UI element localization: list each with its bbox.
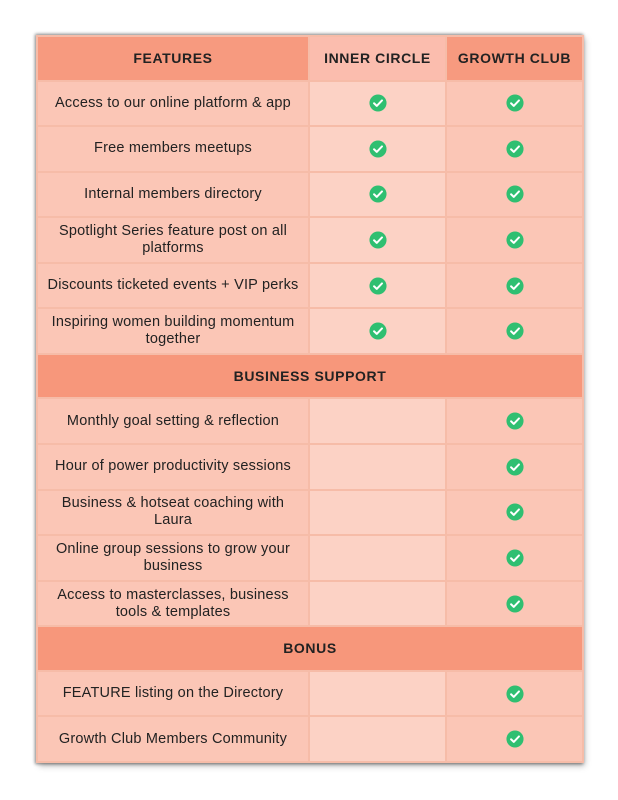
- check-circle-icon: [369, 185, 387, 203]
- section-header-row: [37, 626, 583, 671]
- table-row: [37, 671, 583, 717]
- growth-club-cell: [446, 263, 583, 309]
- feature-label: Monthly goal setting & reflection: [37, 398, 309, 444]
- growth-club-cell: [446, 716, 583, 762]
- feature-label: Access to masterclasses, business tools & templates: [37, 581, 309, 627]
- growth-club-cell: [446, 444, 583, 490]
- check-circle-icon: [506, 94, 524, 112]
- check-circle-icon: [506, 322, 524, 340]
- inner-circle-cell: [309, 172, 446, 218]
- inner-circle-cell: [309, 217, 446, 263]
- section-title: BUSINESS SUPPORT: [37, 354, 583, 399]
- check-circle-icon: [506, 595, 524, 613]
- check-circle-icon: [506, 549, 524, 567]
- check-circle-icon: [506, 458, 524, 476]
- check-circle-icon: [506, 412, 524, 430]
- comparison-table: [36, 35, 584, 763]
- inner-circle-cell: [309, 671, 446, 717]
- table-row: [37, 126, 583, 172]
- check-circle-icon: [369, 140, 387, 158]
- section-header-row: [37, 354, 583, 399]
- check-circle-icon: [369, 94, 387, 112]
- inner-circle-cell: [309, 308, 446, 354]
- feature-label: Spotlight Series feature post on all platforms: [37, 217, 309, 263]
- inner-circle-cell: [309, 263, 446, 309]
- growth-club-cell: [446, 217, 583, 263]
- feature-label: Inspiring women building momentum together: [37, 308, 309, 354]
- table-row: [37, 81, 583, 127]
- feature-label: Access to our online platform & app: [37, 81, 309, 127]
- header-features: FEATURES: [37, 36, 309, 81]
- inner-circle-cell: [309, 398, 446, 444]
- header-inner-circle: INNER CIRCLE: [309, 36, 446, 81]
- feature-label: Internal members directory: [37, 172, 309, 218]
- table-row: [37, 172, 583, 218]
- table-row: [37, 535, 583, 581]
- check-circle-icon: [506, 185, 524, 203]
- table-row: [37, 308, 583, 354]
- growth-club-cell: [446, 535, 583, 581]
- feature-label: Free members meetups: [37, 126, 309, 172]
- check-circle-icon: [506, 140, 524, 158]
- inner-circle-cell: [309, 581, 446, 627]
- comparison-card: [36, 35, 582, 763]
- feature-label: Growth Club Members Community: [37, 716, 309, 762]
- inner-circle-cell: [309, 444, 446, 490]
- growth-club-cell: [446, 398, 583, 444]
- growth-club-cell: [446, 308, 583, 354]
- growth-club-cell: [446, 490, 583, 536]
- check-circle-icon: [506, 503, 524, 521]
- inner-circle-cell: [309, 490, 446, 536]
- table-row: [37, 444, 583, 490]
- table-row: [37, 581, 583, 627]
- header-growth-club: GROWTH CLUB: [446, 36, 583, 81]
- table-row: [37, 263, 583, 309]
- feature-label: FEATURE listing on the Directory: [37, 671, 309, 717]
- growth-club-cell: [446, 126, 583, 172]
- check-circle-icon: [506, 277, 524, 295]
- check-circle-icon: [506, 685, 524, 703]
- feature-label: Discounts ticketed events + VIP perks: [37, 263, 309, 309]
- feature-label: Online group sessions to grow your business: [37, 535, 309, 581]
- check-circle-icon: [369, 277, 387, 295]
- growth-club-cell: [446, 172, 583, 218]
- header-row: [37, 36, 583, 81]
- feature-label: Business & hotseat coaching with Laura: [37, 490, 309, 536]
- check-circle-icon: [506, 730, 524, 748]
- growth-club-cell: [446, 81, 583, 127]
- table-row: [37, 398, 583, 444]
- inner-circle-cell: [309, 716, 446, 762]
- table-row: [37, 217, 583, 263]
- check-circle-icon: [369, 231, 387, 249]
- table-row: [37, 716, 583, 762]
- inner-circle-cell: [309, 535, 446, 581]
- growth-club-cell: [446, 671, 583, 717]
- inner-circle-cell: [309, 81, 446, 127]
- inner-circle-cell: [309, 126, 446, 172]
- check-circle-icon: [369, 322, 387, 340]
- check-circle-icon: [506, 231, 524, 249]
- feature-label: Hour of power productivity sessions: [37, 444, 309, 490]
- table-row: [37, 490, 583, 536]
- growth-club-cell: [446, 581, 583, 627]
- section-title: BONUS: [37, 626, 583, 671]
